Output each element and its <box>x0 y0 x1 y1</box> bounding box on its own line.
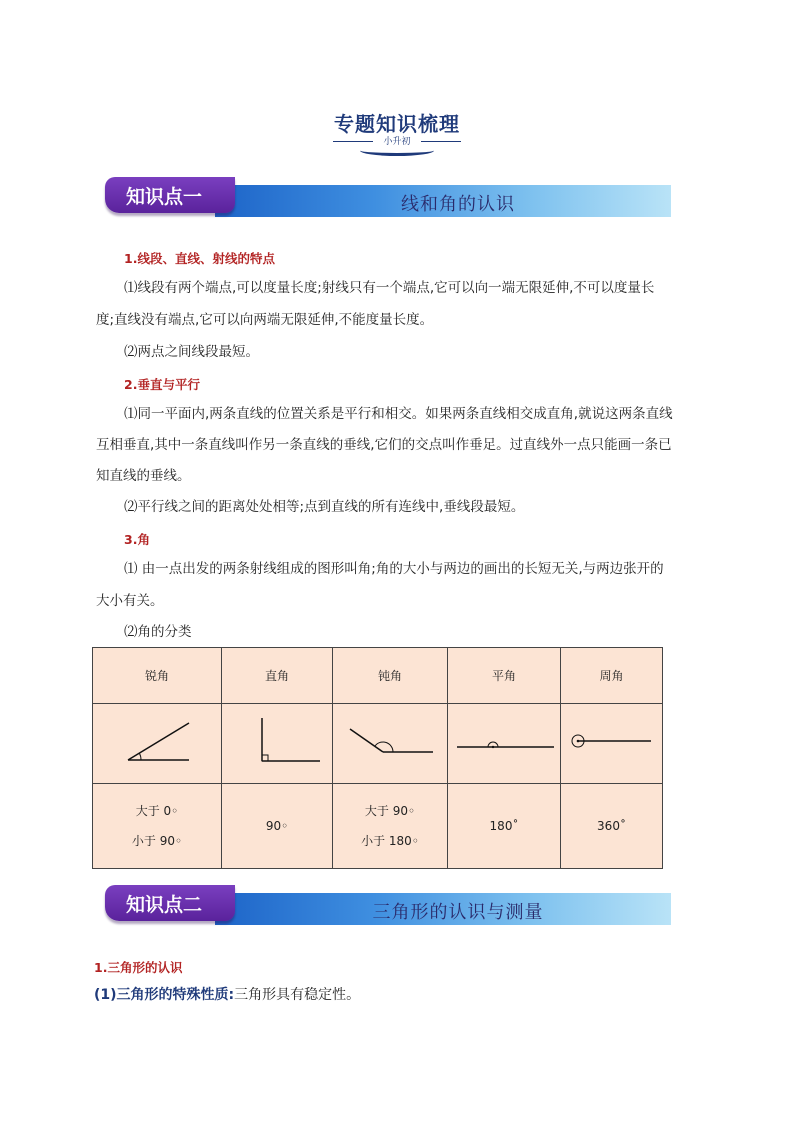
range-lower: 大于 0◦ <box>135 804 179 818</box>
paragraph-line-3a: ⑴同一平面内,两条直线的位置关系是平行和相交。如果两条直线相交成直角,就说这两条直线 <box>124 406 673 422</box>
full-angle-icon <box>561 704 662 780</box>
subheading-perpendicular-parallel: 2.垂直与平行 <box>124 377 200 392</box>
straight-angle-icon <box>448 704 560 780</box>
straight-angle-figure <box>448 704 561 784</box>
header-label: 直角 <box>264 669 289 683</box>
header-full <box>561 648 663 704</box>
acute-angle-figure <box>93 704 222 784</box>
paragraph-line-5a: ⑴ 由一点出发的两条射线组成的图形叫角;角的大小与两边的画出的长短无关,与两边张开的 <box>124 561 664 577</box>
range-upper: 小于 90◦ <box>131 834 183 848</box>
table-value-row <box>93 784 663 869</box>
header-label: 周角 <box>599 669 624 683</box>
header-right <box>222 648 333 704</box>
header-label: 锐角 <box>144 669 169 683</box>
property-label: (1)三角形的特殊性质: <box>94 987 235 1003</box>
straight-value <box>448 784 561 869</box>
paragraph-line-4: ⑵平行线之间的距离处处相等;点到直线的所有连线中,垂线段最短。 <box>124 499 525 515</box>
divider <box>421 141 461 142</box>
property-text: 三角形具有稳定性。 <box>234 987 361 1003</box>
section-header-2 <box>105 885 671 927</box>
obtuse-angle-figure <box>333 704 448 784</box>
paragraph-line-5b: 大小有关。 <box>96 593 164 609</box>
paragraph-line-1b: 度;直线没有端点,它可以向两端无限延伸,不能度量长度。 <box>96 312 434 328</box>
table-header-row <box>93 648 663 704</box>
paragraph-line-2: ⑵两点之间线段最短。 <box>124 344 259 360</box>
paragraph-triangle-property <box>94 984 360 1004</box>
subheading-line-features: 1.线段、直线、射线的特点 <box>124 251 275 266</box>
section-tab <box>105 177 235 213</box>
section-header-1 <box>105 177 671 219</box>
subheading-angle: 3.角 <box>124 532 150 547</box>
page-subtitle: 小升初 <box>383 137 411 147</box>
paragraph-line-3c: 知直线的垂线。 <box>96 468 191 484</box>
acute-angle-icon <box>93 704 221 780</box>
paragraph-line-1a: ⑴线段有两个端点,可以度量长度;射线只有一个端点,它可以向一端无限延伸,不可以度量长 <box>124 280 655 296</box>
full-value <box>561 784 663 869</box>
right-angle-figure <box>222 704 333 784</box>
obtuse-range <box>333 784 448 869</box>
page-title: 专题知识梳理 <box>334 112 460 136</box>
header-obtuse <box>333 648 448 704</box>
header-acute <box>93 648 222 704</box>
range-upper: 小于 180◦ <box>361 834 419 848</box>
angle-value: 90◦ <box>265 819 289 833</box>
subheading-triangle: 1.三角形的认识 <box>94 960 183 975</box>
header-label: 平角 <box>491 669 516 683</box>
right-value <box>222 784 333 869</box>
section-title: 三角形的认识与测量 <box>372 902 544 923</box>
acute-range <box>93 784 222 869</box>
paragraph-line-6: ⑵角的分类 <box>124 624 192 640</box>
title-underline-arc <box>360 145 434 156</box>
range-lower: 大于 90◦ <box>364 804 416 818</box>
right-angle-icon <box>222 704 332 780</box>
section-tab <box>105 885 235 921</box>
section-tab-label: 知识点一 <box>125 186 202 208</box>
paragraph-line-3b: 互相垂直,其中一条直线叫作另一条直线的垂线,它们的交点叫作垂足。过直线外一点只能画一条已 <box>96 437 672 453</box>
angle-value: 180˚ <box>489 819 519 833</box>
section-title: 线和角的认识 <box>401 194 515 215</box>
angle-classification-table <box>92 647 663 869</box>
header-label: 钝角 <box>377 669 402 683</box>
full-angle-figure <box>561 704 663 784</box>
section-tab-label: 知识点二 <box>125 894 202 916</box>
header-straight <box>448 648 561 704</box>
angle-value: 360˚ <box>597 819 626 833</box>
obtuse-angle-icon <box>333 704 447 780</box>
table-figure-row <box>93 704 663 784</box>
